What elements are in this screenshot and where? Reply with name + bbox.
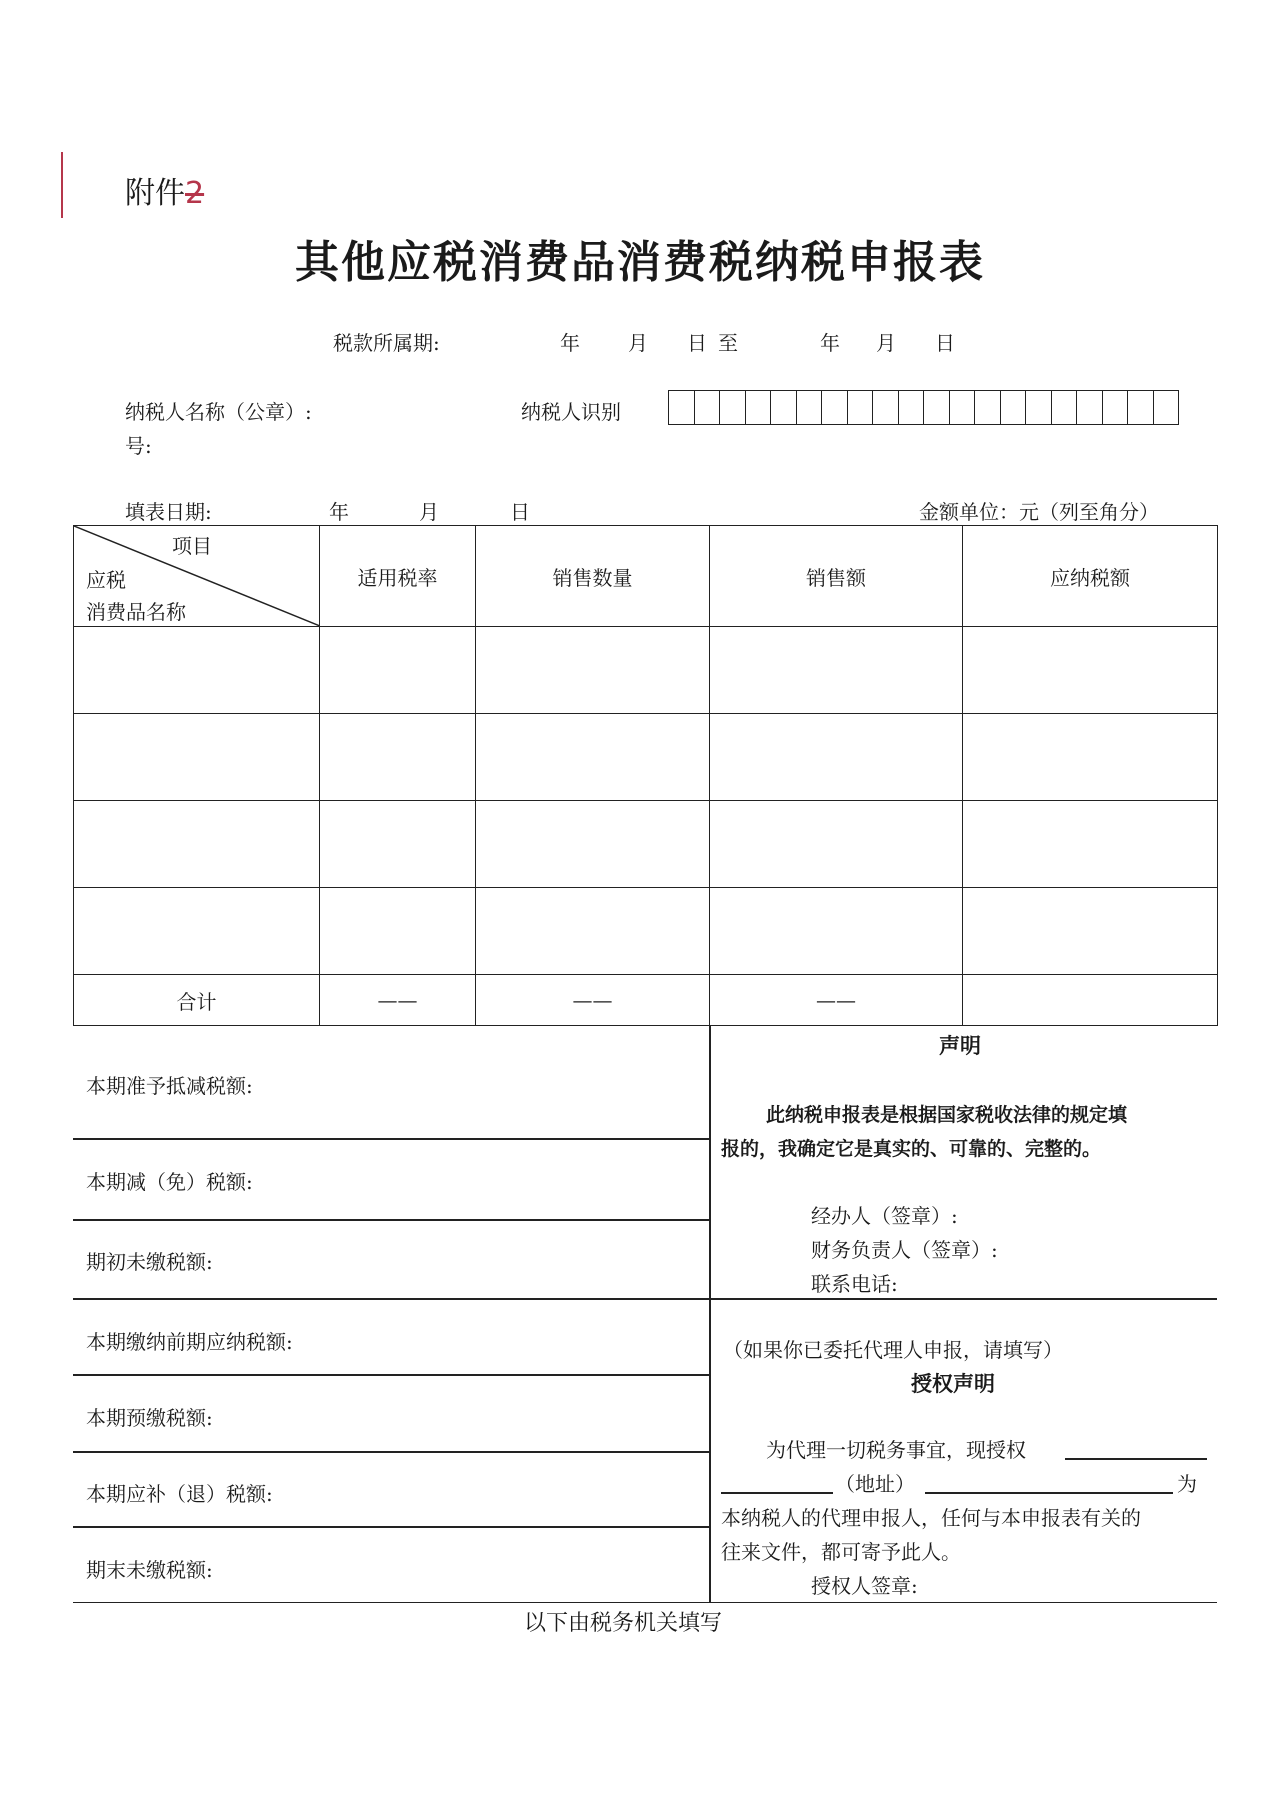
- authorization-note: （如果你已委托代理人申报，请填写）: [723, 1338, 1063, 1362]
- table-cell[interactable]: [476, 627, 710, 714]
- header-tax-payable: 应纳税额: [963, 526, 1218, 627]
- table-row: [74, 801, 1218, 888]
- finance-signature: 财务负责人（签章）:: [811, 1238, 998, 1262]
- declaration-text-2: 报的，我确定它是真实的、可靠的、完整的。: [721, 1138, 1102, 1160]
- corner-top-label: 项目: [172, 534, 212, 558]
- divider: [73, 1374, 709, 1376]
- period-day-1: 日: [687, 331, 707, 355]
- table-cell[interactable]: [74, 714, 320, 801]
- table-cell[interactable]: [320, 714, 476, 801]
- table-cell[interactable]: [963, 888, 1218, 975]
- period-label: 税款所属期:: [333, 331, 440, 355]
- table-cell[interactable]: [320, 888, 476, 975]
- corner-bottom-label-1: 应税: [86, 568, 126, 592]
- authorization-line-4: 往来文件，都可寄予此人。: [721, 1540, 961, 1564]
- authorization-line-3: 本纳税人的代理申报人，任何与本申报表有关的: [721, 1506, 1141, 1530]
- table-cell[interactable]: [476, 888, 710, 975]
- divider: [73, 1138, 709, 1140]
- handler-signature: 经办人（签章）:: [811, 1204, 958, 1228]
- total-dash-tax-rate: ——: [320, 975, 476, 1026]
- header-sales-amount: 销售额: [710, 526, 963, 627]
- form-title: 其他应税消费品消费税纳税申报表: [295, 237, 985, 288]
- taxpayer-id-label-cont: 号:: [125, 434, 152, 458]
- table-cell[interactable]: [963, 714, 1218, 801]
- bottom-section: [73, 1025, 1217, 1603]
- table-cell[interactable]: [476, 801, 710, 888]
- corner-bottom-label-2: 消费品名称: [86, 600, 186, 624]
- table-row: [74, 627, 1218, 714]
- header-sales-quantity: 销售数量: [476, 526, 710, 627]
- authorization-line-1: 为代理一切税务事宜，现授权: [766, 1438, 1026, 1462]
- authorizer-signature: 授权人签章:: [811, 1574, 918, 1598]
- total-label: 合计: [74, 975, 320, 1026]
- divider-vertical: [709, 1026, 711, 1602]
- authorization-wei: 为: [1177, 1472, 1197, 1496]
- agent-name-blank-cont[interactable]: [721, 1492, 833, 1494]
- table-cell[interactable]: [74, 801, 320, 888]
- total-tax-payable-cell[interactable]: [963, 975, 1218, 1026]
- divider: [73, 1526, 709, 1528]
- authorization-title: 授权声明: [911, 1372, 995, 1396]
- divider: [73, 1451, 709, 1453]
- contact-phone: 联系电话:: [811, 1272, 898, 1296]
- total-dash-quantity: ——: [476, 975, 710, 1026]
- period-year-2: 年: [820, 331, 840, 355]
- item-prepaid-tax: 本期预缴税额:: [86, 1406, 213, 1430]
- period-year-1: 年: [560, 331, 580, 355]
- item-deductible-tax: 本期准予抵减税额:: [86, 1074, 253, 1098]
- table-cell[interactable]: [320, 627, 476, 714]
- table-cell[interactable]: [320, 801, 476, 888]
- table-cell[interactable]: [710, 888, 963, 975]
- divider: [73, 1219, 709, 1221]
- table-cell[interactable]: [710, 801, 963, 888]
- fill-date-month: 月: [419, 500, 439, 524]
- declaration-text-1: 此纳税申报表是根据国家税收法律的规定填: [766, 1104, 1128, 1126]
- taxpayer-id-label: 纳税人识别: [521, 400, 621, 424]
- table-cell[interactable]: [963, 801, 1218, 888]
- period-to: 至: [718, 331, 738, 355]
- fill-date-label: 填表日期:: [125, 500, 212, 524]
- fill-date-year: 年: [329, 500, 349, 524]
- tax-authority-footer: 以下由税务机关填写: [524, 1611, 723, 1636]
- table-cell[interactable]: [476, 714, 710, 801]
- attachment-label: 附件2: [125, 176, 205, 211]
- item-reduced-tax: 本期减（免）税额:: [86, 1170, 253, 1194]
- address-blank[interactable]: [925, 1492, 1173, 1494]
- table-cell[interactable]: [963, 627, 1218, 714]
- address-label: （地址）: [835, 1472, 915, 1496]
- table-row: [74, 888, 1218, 975]
- table-cell[interactable]: [74, 888, 320, 975]
- item-opening-unpaid: 期初未缴税额:: [86, 1250, 213, 1274]
- table-row: [74, 714, 1218, 801]
- attachment-number: 2: [185, 176, 205, 211]
- taxpayer-name-label: 纳税人名称（公章）:: [125, 400, 312, 424]
- table-cell[interactable]: [74, 627, 320, 714]
- margin-mark: [61, 152, 63, 218]
- taxpayer-id-boxes[interactable]: [668, 390, 1179, 425]
- divider: [73, 1298, 1217, 1300]
- period-month-1: 月: [628, 331, 648, 355]
- amount-unit: 金额单位：元（列至角分）: [919, 500, 1159, 524]
- total-row: [74, 975, 1218, 1026]
- period-day-2: 日: [935, 331, 955, 355]
- header-tax-rate: 适用税率: [320, 526, 476, 627]
- table-cell[interactable]: [710, 714, 963, 801]
- table-cell[interactable]: [710, 627, 963, 714]
- agent-name-blank[interactable]: [1065, 1458, 1207, 1460]
- total-dash-amount: ——: [710, 975, 963, 1026]
- fill-date-day: 日: [510, 500, 530, 524]
- period-month-2: 月: [876, 331, 896, 355]
- item-prior-period-paid: 本期缴纳前期应纳税额:: [86, 1330, 293, 1354]
- corner-header-cell: [74, 526, 320, 627]
- item-closing-unpaid: 期末未缴税额:: [86, 1558, 213, 1582]
- declaration-title: 声明: [939, 1034, 981, 1058]
- tax-table: [73, 525, 1218, 1026]
- item-supplement-refund: 本期应补（退）税额:: [86, 1482, 273, 1506]
